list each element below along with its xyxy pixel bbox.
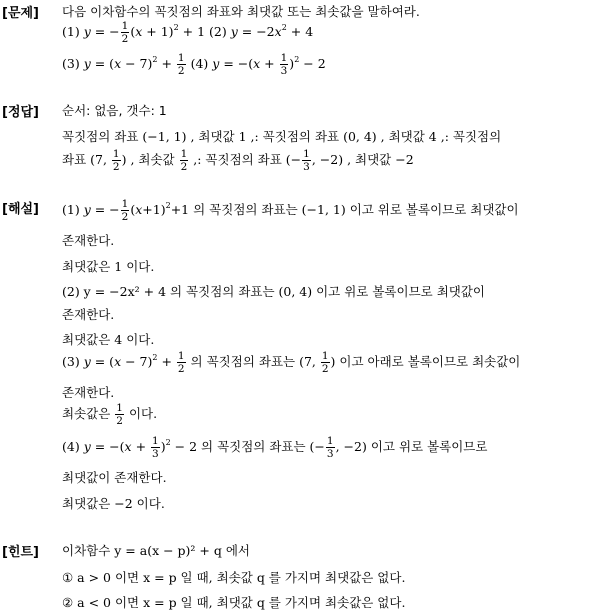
answer-line-3: 좌표 (7, $\frac{1}{2}$ ) , 최솟값 $\frac{1}{2}$ ,: 꼭짓점의 좌표 (− $\frac{1}{3}$ , −2) , 최댓값 −2 [62,148,414,173]
explanation-step-4-value: 최댓값은 −2 이다. [62,496,165,511]
explanation-step-3: (3) $y = (x - 7)^2$ + $\frac{1}{2}$ 의 꼭짓점의 좌표는 (7, $\frac{1}{2}$ ) 이고 아래로 볼록이므로 최솟값이 [62,350,521,375]
fraction-half: $\frac{1}{2}$ [112,148,120,173]
problem-item-1-number: (1) [62,24,80,39]
problem-item-4-equation: y = −(x + $\frac{1}{3}$ )$^2$ − 2 [212,52,326,77]
hint-label: [힌트] [2,545,39,560]
problem-item-3-number: (3) [62,56,80,71]
fraction-third: $\frac{1}{3}$ [303,148,310,173]
answer-line-2: 꼭짓점의 좌표 (−1, 1) , 최댓값 1 ,: 꼭짓점의 좌표 (0, 4) , 최댓값 4 ,: 꼭짓점의 [62,129,502,144]
explanation-step-3-value: 최솟값은 $\frac{1}{2}$ 이다. [62,402,158,427]
problem-item-1-equation: y = − $\frac{1}{2}$ $(x + 1)^2 + 1$ [83,20,206,45]
answer-order-count: 순서: 없음, 갯수: 1 [62,103,167,118]
explanation-step-2-value: 최댓값은 4 이다. [62,332,155,347]
explanation-step-3-cont: 존재한다. [62,385,115,400]
problem-items-row-2 [62,52,326,77]
hint-line-2: ① a > 0 이면 x = p 일 때, 최솟값 q 를 가지며 최댓값은 없다. [62,570,406,585]
explanation-step-1: (1) y = − $\frac{1}{2}$ $(x+1)^2+1$ 의 꼭짓점의 좌표는 (−1, 1) 이고 위로 볼록이므로 최댓값이 [62,198,519,223]
problem-items-row-1 [62,20,313,45]
fraction-half: $\frac{1}{2}$ [180,148,188,173]
explanation-step-2-cont: 존재한다. [62,307,115,322]
problem-intro: 다음 이차함수의 꼭짓점의 좌표와 최댓값 또는 최솟값을 말하여라. [62,4,420,19]
explanation-step-4: (4) y = −(x + $\frac{1}{3}$ )$^2$ − 2 의 꼭짓점의 좌표는 (− $\frac{1}{3}$ , −2) 이고 위로 볼록이므로 [62,435,488,460]
explanation-step-2: (2) y = −2x² + 4 의 꼭짓점의 좌표는 (0, 4) 이고 위로 볼록이므로 최댓값이 [62,284,485,299]
hint-line-3: ② a < 0 이면 x = p 일 때, 최댓값 q 를 가지며 최솟값은 없다. [62,595,406,610]
explanation-step-1-value: 최댓값은 1 이다. [62,259,155,274]
explanation-step-4-cont: 최댓값이 존재한다. [62,470,167,485]
answer-label: [정답] [2,105,39,120]
problem-item-2-number: (2) [209,24,227,39]
problem-item-2-equation: $y = -2x^2 + 4$ [230,23,314,39]
problem-item-3-equation: $y = (x - 7)^2$ + $\frac{1}{2}$ [83,52,185,77]
problem-item-4-number: (4) [190,56,209,71]
explanation-step-1-cont: 존재한다. [62,233,115,248]
problem-label: [문제] [2,6,39,21]
explanation-label: [해설] [2,202,39,217]
hint-line-1: 이차함수 y = a(x − p)² + q 에서 [62,543,250,558]
